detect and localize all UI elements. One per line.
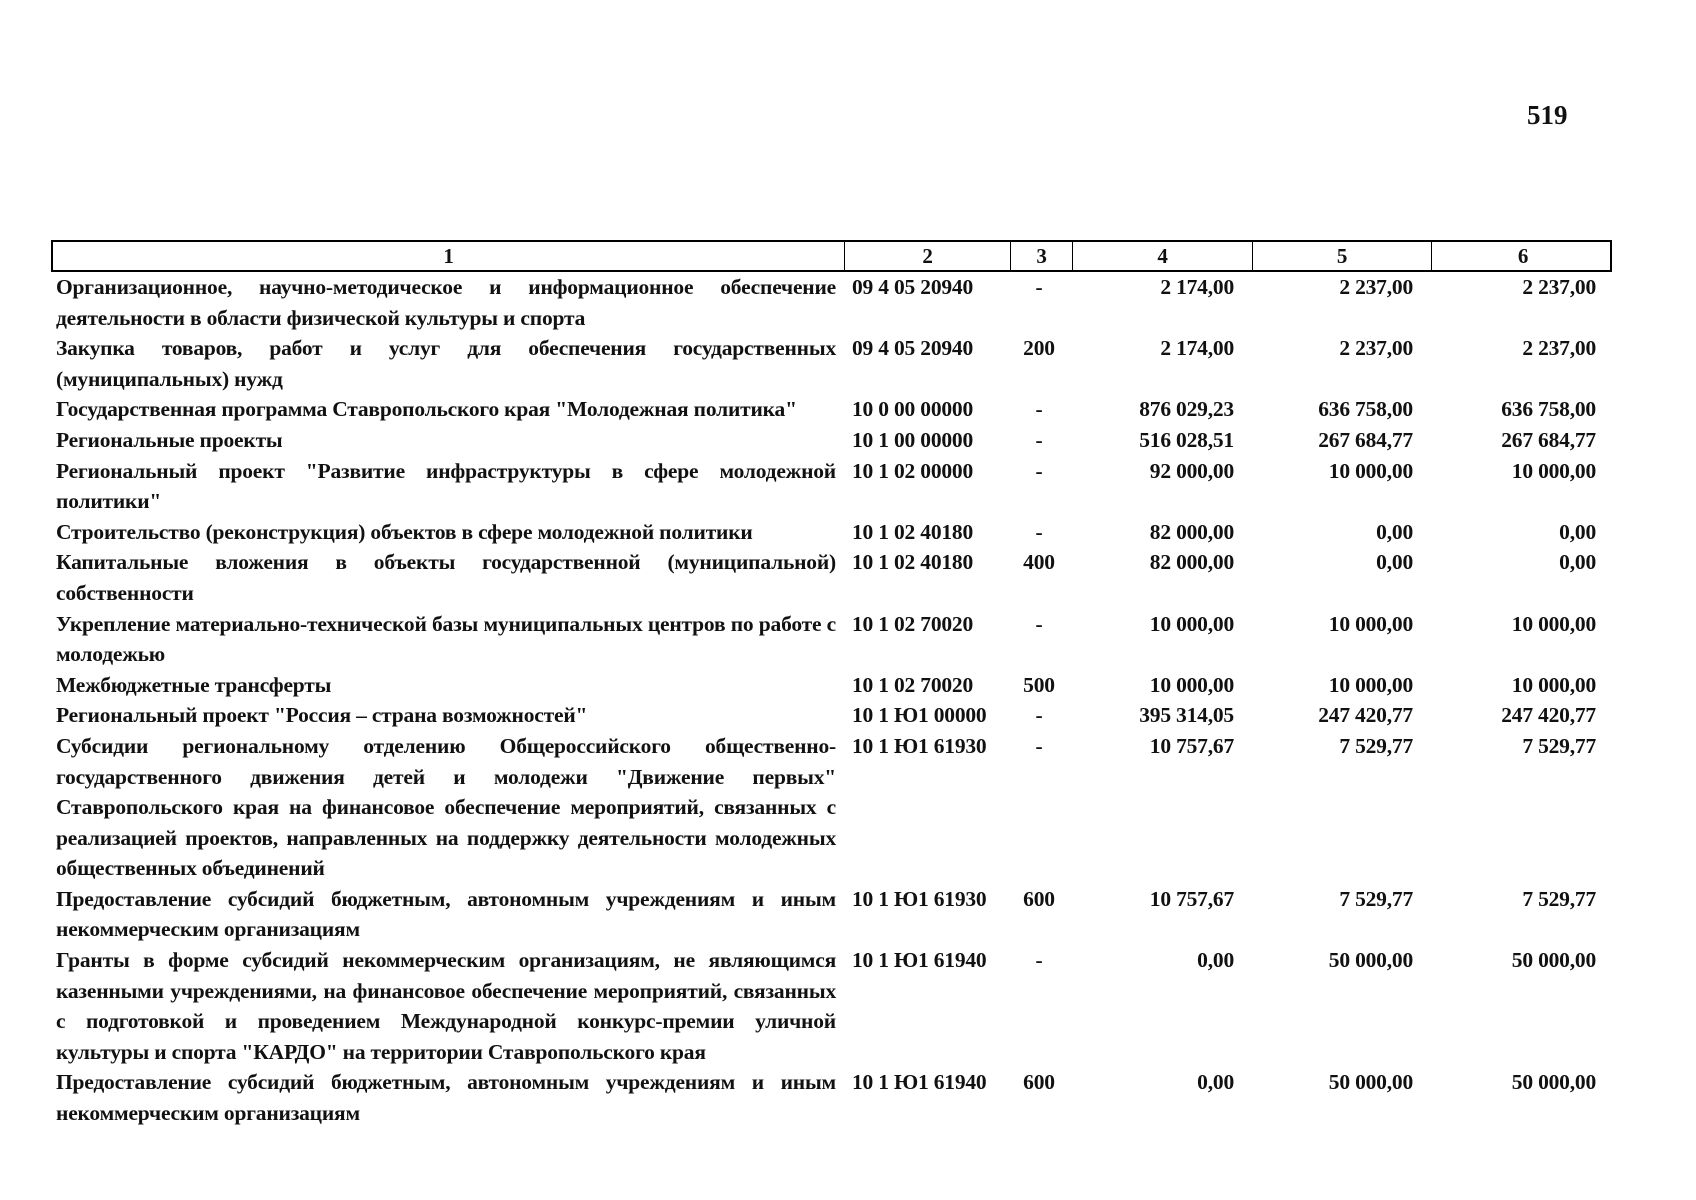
row-value-col5: 2 237,00	[1339, 275, 1413, 299]
row-type-cell: 200	[1023, 336, 1055, 361]
row-value-col5: 0,00	[1376, 550, 1413, 575]
row-value-col4: 395 314,05	[1139, 703, 1234, 728]
row-value-col6: 247 420,77	[1501, 703, 1596, 728]
row-value-col5: 247 420,77	[1318, 703, 1413, 728]
row-value-col5: 0,00	[1376, 519, 1413, 544]
row-type-cell: -	[1035, 458, 1043, 483]
row-name-cell: Региональный проект "Россия – страна возможностей"	[56, 703, 588, 728]
row-code-cell: 10 1 Ю1 61940	[852, 1070, 987, 1095]
row-value-col6: 636 758,00	[1501, 397, 1596, 422]
row-value-col5: 50 000,00	[1328, 1070, 1413, 1095]
row-value-col5: 10 000,00	[1328, 458, 1413, 483]
row-value-col4: 2 174,00	[1160, 275, 1234, 299]
row-code-cell: 10 1 02 70020	[852, 611, 974, 636]
row-name-cell: Межбюджетные трансферты	[56, 672, 332, 697]
table-row	[51, 272, 1612, 333]
row-value-col4: 82 000,00	[1149, 519, 1234, 544]
row-value-col6: 7 529,77	[1522, 733, 1596, 758]
row-type-cell: -	[1035, 275, 1043, 299]
row-code-cell: 10 1 02 40180	[852, 550, 974, 575]
budget-table	[51, 240, 1612, 1129]
table-row	[51, 456, 1612, 517]
row-code-cell: 10 1 Ю1 61930	[852, 886, 987, 911]
row-value-col4: 0,00	[1197, 1070, 1234, 1095]
row-value-col5: 636 758,00	[1318, 397, 1413, 422]
row-name-cell: Субсидии региональному отделению Общероссийского общественно-государственного движения детей и молодежи "Движение первых" Ставропольского края на финансовое обеспечение мероприятий, связанных с реализацией проектов, направленных на поддержку деятельности молодежных общественных объединений	[56, 733, 836, 881]
row-value-col4: 10 757,67	[1149, 886, 1234, 911]
row-name-cell: Закупка товаров, работ и услуг для обеспечения государственных (муниципальных) нужд	[56, 336, 836, 391]
row-name-cell: Укрепление материально-технической базы муниципальных центров по работе с молодежью	[56, 611, 836, 667]
table-row	[51, 670, 1612, 701]
table-row	[51, 945, 1612, 1067]
page-number: 519	[1527, 100, 1568, 130]
row-value-col6: 10 000,00	[1511, 672, 1596, 697]
row-value-col4: 0,00	[1197, 948, 1234, 973]
row-code-cell: 10 1 02 40180	[852, 519, 974, 544]
table-row	[51, 609, 1612, 670]
row-name-cell: Предоставление субсидий бюджетным, автономным учреждениям и иным некоммерческим организациям	[56, 1070, 836, 1126]
row-value-col6: 50 000,00	[1511, 948, 1596, 973]
row-value-col5: 7 529,77	[1339, 886, 1413, 911]
row-value-col5: 2 237,00	[1339, 336, 1413, 361]
row-type-cell: -	[1035, 611, 1043, 636]
row-value-col4: 92 000,00	[1149, 458, 1234, 483]
row-name-cell: Региональный проект "Развитие инфраструктуры в сфере молодежной политики"	[56, 458, 836, 514]
row-value-col4: 2 174,00	[1160, 336, 1234, 361]
table-row	[51, 731, 1612, 884]
row-code-cell: 10 1 02 00000	[852, 458, 974, 483]
row-type-cell: -	[1035, 948, 1043, 973]
header-col-5: 5	[1252, 242, 1431, 270]
row-value-col4: 876 029,23	[1139, 397, 1234, 422]
header-col-6: 6	[1431, 242, 1614, 270]
row-type-cell: 400	[1023, 550, 1055, 575]
row-value-col6: 2 237,00	[1522, 275, 1596, 299]
row-value-col5: 10 000,00	[1328, 672, 1413, 697]
row-value-col5: 10 000,00	[1328, 611, 1413, 636]
row-name-cell: Региональные проекты	[56, 427, 283, 452]
row-type-cell: 600	[1023, 1070, 1055, 1095]
header-col-2: 2	[844, 242, 1010, 270]
row-name-cell: Предоставление субсидий бюджетным, автономным учреждениям и иным некоммерческим организациям	[56, 886, 836, 942]
row-value-col6: 0,00	[1559, 519, 1596, 544]
row-code-cell: 09 4 05 20940	[852, 275, 974, 299]
row-value-col6: 50 000,00	[1511, 1070, 1596, 1095]
table-row	[51, 547, 1612, 608]
row-name-cell: Строительство (реконструкция) объектов в сфере молодежной политики	[56, 519, 753, 544]
row-code-cell: 10 1 00 00000	[852, 427, 974, 452]
row-type-cell: -	[1035, 733, 1043, 758]
row-type-cell: -	[1035, 427, 1043, 452]
row-value-col5: 267 684,77	[1318, 427, 1413, 452]
row-value-col6: 0,00	[1559, 550, 1596, 575]
table-row	[51, 425, 1612, 456]
row-type-cell: -	[1035, 519, 1043, 544]
row-value-col4: 10 757,67	[1149, 733, 1234, 758]
row-value-col4: 82 000,00	[1149, 550, 1234, 575]
header-col-1: 1	[443, 244, 454, 268]
table-row	[51, 394, 1612, 425]
table-row	[51, 700, 1612, 731]
row-value-col4: 516 028,51	[1139, 427, 1234, 452]
row-value-col4: 10 000,00	[1149, 672, 1234, 697]
row-name-cell: Организационное, научно-методическое и информационное обеспечение деятельности в области физической культуры и спорта	[56, 275, 836, 330]
row-type-cell: -	[1035, 397, 1043, 422]
row-value-col6: 267 684,77	[1501, 427, 1596, 452]
table-body	[51, 272, 1612, 1129]
row-code-cell: 10 0 00 00000	[852, 397, 974, 422]
row-code-cell: 10 1 Ю1 61930	[852, 733, 987, 758]
header-col-4: 4	[1072, 242, 1252, 270]
row-code-cell: 10 1 Ю1 61940	[852, 948, 987, 973]
row-type-cell: 500	[1023, 672, 1055, 697]
row-code-cell: 10 1 Ю1 00000	[852, 703, 987, 728]
row-name-cell: Государственная программа Ставропольского края "Молодежная политика"	[56, 397, 797, 422]
row-value-col6: 10 000,00	[1511, 458, 1596, 483]
row-name-cell: Капитальные вложения в объекты государственной (муниципальной) собственности	[56, 550, 836, 605]
row-name-cell: Гранты в форме субсидий некоммерческим организациям, не являющимся казенными учреждениями, на финансовое обеспечение мероприятий, связанных с подготовкой и проведением Международной конкурс-премии уличной культуры и спорта "КАРДО" на территории Ставропольского края	[56, 948, 836, 1064]
row-value-col5: 7 529,77	[1339, 733, 1413, 758]
row-value-col6: 7 529,77	[1522, 886, 1596, 911]
row-type-cell: 600	[1023, 886, 1055, 911]
row-type-cell: -	[1035, 703, 1043, 728]
table-row	[51, 1067, 1612, 1128]
table-row	[51, 884, 1612, 945]
row-code-cell: 09 4 05 20940	[852, 336, 974, 361]
table-header-row	[51, 240, 1612, 272]
table-row	[51, 517, 1612, 548]
row-value-col6: 10 000,00	[1511, 611, 1596, 636]
row-value-col6: 2 237,00	[1522, 336, 1596, 361]
row-value-col4: 10 000,00	[1149, 611, 1234, 636]
table-row	[51, 333, 1612, 394]
header-col-3: 3	[1010, 242, 1072, 270]
row-value-col5: 50 000,00	[1328, 948, 1413, 973]
row-code-cell: 10 1 02 70020	[852, 672, 974, 697]
